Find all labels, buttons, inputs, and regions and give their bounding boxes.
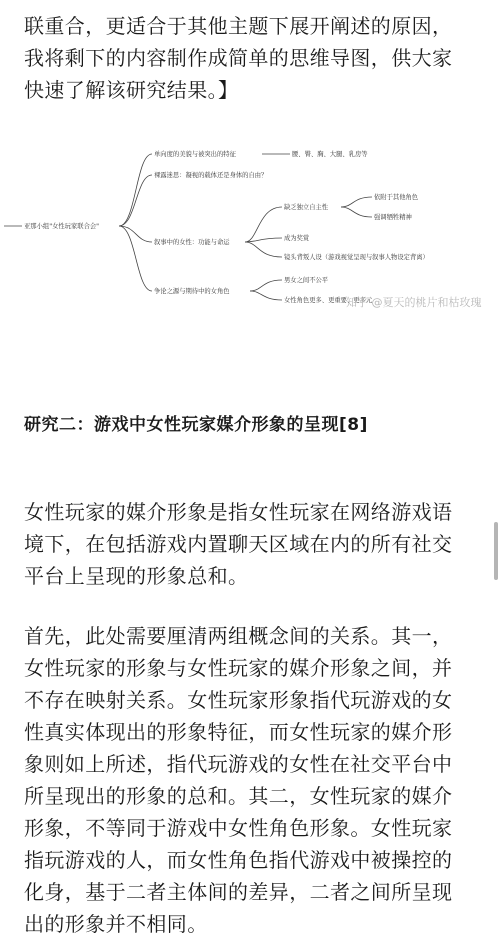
- text-line: 我将剩下的内容制作成简单的思维导图，供大家: [24, 46, 453, 70]
- text-line: 快速了解该研究结果。】: [24, 78, 239, 102]
- text-line: 出的形象并不相同。: [24, 912, 208, 936]
- text-line: 境下，在包括游戏内置聊天区域在内的所有社交: [24, 532, 453, 556]
- mindmap-leaf: 男女之间不公平: [284, 277, 329, 284]
- text-line: 女性玩家的媒介形象是指女性玩家在网络游戏语: [24, 500, 453, 524]
- mindmap-leaf: 强调牺牲精神: [374, 214, 412, 221]
- mindmap-root: 亚那小组"女性玩家联合会": [24, 223, 100, 230]
- scrollbar[interactable]: [494, 522, 498, 580]
- mindmap-subbranch: 镜头背叛人设（游戏视觉呈现与叙事人物设定背离）: [284, 254, 429, 261]
- text-line: 化身，基于二者主体间的差异，二者之间所呈现: [24, 880, 453, 904]
- text-line: 联重合，更适合于其他主题下展开阐述的原因，: [24, 14, 453, 38]
- text-line: 形象，不等同于游戏中女性角色形象。女性玩家: [24, 816, 453, 840]
- text-line: 不存在映射关系。女性玩家形象指代玩游戏的女: [24, 688, 453, 712]
- mindmap-subbranch: 成为奖赏: [284, 235, 310, 242]
- body-paragraph: [24, 496, 482, 592]
- text-line: 性真实体现出的形象特征，而女性玩家的媒介形: [24, 720, 453, 744]
- mindmap-subbranch: 缺乏独立自主性: [284, 204, 329, 211]
- mindmap-branch: 争论之源与期待中的女角色: [154, 288, 230, 295]
- text-line: 象则如上所述，指代玩游戏的女性在社交平台中: [24, 752, 453, 776]
- mindmap-branch: 裸露迷思：凝视的载体还是身体的自由？: [154, 172, 268, 179]
- mindmap-leaf: 腰、臀、胸、大腿、乳房等: [292, 151, 368, 158]
- body-paragraph: [24, 620, 482, 940]
- mindmap-leaf: 依附于其他角色: [374, 194, 419, 201]
- intro-paragraph: [24, 10, 482, 106]
- mindmap-branch: 单向度的美貌与被突出的特征: [154, 151, 236, 158]
- text-line: 平台上呈现的形象总和。: [24, 564, 249, 588]
- text-line: 女性玩家的形象与女性玩家的媒介形象之间，并: [24, 656, 453, 680]
- text-line: 指玩游戏的人，而女性角色指代游戏中被操控的: [24, 848, 453, 872]
- text-line: 所呈现出的形象的总和。其二，女性玩家的媒介: [24, 784, 453, 808]
- mindmap-leaf: 女性角色更多、更重要、更多元: [284, 297, 373, 304]
- text-line: 首先，此处需要厘清两组概念间的关系。其一，: [24, 624, 453, 648]
- mind-map: [0, 140, 500, 320]
- watermark: 知乎 @夏天的桃片和枯玫瑰: [346, 296, 482, 309]
- mindmap-branch: 叙事中的女性：功能与命运: [154, 239, 230, 246]
- section-heading: 研究二：游戏中女性玩家媒介形象的呈现[8]: [24, 415, 368, 435]
